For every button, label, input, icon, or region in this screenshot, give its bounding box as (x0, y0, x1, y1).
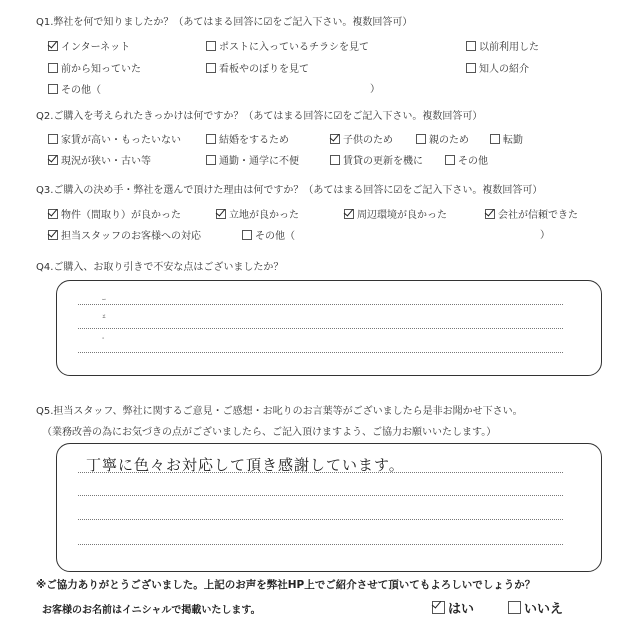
checkbox[interactable] (48, 230, 58, 240)
q2-option-renewal[interactable]: 賃貸の更新を機に (330, 155, 423, 168)
q1-option-signboard[interactable]: 看板やのぼりを見て (206, 63, 309, 76)
q1-option-used-before[interactable]: 以前利用した (466, 41, 539, 54)
q4-mark: ｪ (102, 311, 106, 320)
answer-line (78, 519, 563, 520)
q3-option-other[interactable]: その他（ (242, 230, 295, 243)
answer-line (78, 544, 563, 545)
q2-option-transfer[interactable]: 転勤 (490, 134, 523, 147)
checkbox[interactable] (206, 134, 216, 144)
footer-initial-note: お客様のお名前はイニシャルで掲載いたします。 (42, 605, 261, 616)
q2-option-children[interactable]: 子供のため (330, 134, 393, 147)
checkbox[interactable] (344, 209, 354, 219)
q2-question: Q2.ご購入を考えられたきっかけは何ですか？（あてはまる回答に☑をご記入下さい。複数回答可） (36, 111, 483, 122)
q2-option-rent[interactable]: 家賃が高い・もったいない (48, 134, 181, 147)
checkbox[interactable] (206, 41, 216, 51)
footer-thanks: ※ご協力ありがとうございました。上記のお声を弊社HP上でご紹介させて頂いてもよろしいでしょうか？ (36, 579, 536, 591)
answer-line (78, 352, 563, 353)
q5-question: Q5.担当スタッフ、弊社に関するご意見・ご感想・お叱りのお言葉等がございましたら是非お聞かせ下さい。 (36, 406, 523, 417)
q1-other-close: ） (370, 84, 380, 95)
q3-option-property[interactable]: 物件（間取り）が良かった (48, 209, 181, 222)
checkbox[interactable] (445, 155, 455, 165)
checkbox[interactable] (242, 230, 252, 240)
checkbox[interactable] (206, 63, 216, 73)
checkbox[interactable] (490, 134, 500, 144)
q1-option-internet[interactable]: インターネット (48, 41, 130, 54)
checkbox[interactable] (216, 209, 226, 219)
checkbox[interactable] (466, 63, 476, 73)
checkbox[interactable] (48, 84, 58, 94)
q1-option-other[interactable]: その他（ (48, 84, 101, 97)
consent-no[interactable]: いいえ (508, 601, 563, 618)
q5-subtext: （業務改善の為にお気づきの点がございましたら、ご記入頂けますよう、ご協力お願いいたします。） (42, 427, 497, 438)
checkbox[interactable] (432, 601, 445, 614)
checkbox[interactable] (330, 134, 340, 144)
q2-option-marriage[interactable]: 結婚をするため (206, 134, 289, 147)
q3-other-close: ） (540, 230, 550, 241)
answer-line (78, 328, 563, 329)
checkbox[interactable] (485, 209, 495, 219)
answer-line (78, 304, 563, 305)
checkbox[interactable] (466, 41, 476, 51)
checkbox[interactable] (206, 155, 216, 165)
answer-line (78, 495, 563, 496)
q3-question: Q3.ご購入の決め手・弊社を選んで頂けた理由は何ですか？（あてはまる回答に☑をご記入下さい。複数回答可） (36, 185, 543, 196)
q1-option-referral[interactable]: 知人の紹介 (466, 63, 529, 76)
answer-line (78, 472, 563, 473)
q1-question: Q1.弊社を何で知りましたか？（あてはまる回答に☑をご記入下さい。複数回答可） (36, 17, 413, 28)
q1-option-known[interactable]: 前から知っていた (48, 63, 141, 76)
checkbox[interactable] (48, 134, 58, 144)
q2-option-small-old[interactable]: 現況が狭い・古い等 (48, 155, 151, 168)
q3-option-trust[interactable]: 会社が信頼できた (485, 209, 578, 222)
q4-question: Q4.ご購入、お取り引きで不安な点はございましたか？ (36, 262, 284, 273)
checkbox[interactable] (48, 63, 58, 73)
q1-option-flyer[interactable]: ポストに入っているチラシを見て (206, 41, 369, 54)
q3-option-location[interactable]: 立地が良かった (216, 209, 299, 222)
q2-option-commute[interactable]: 通勤・通学に不便 (206, 155, 299, 168)
checkbox[interactable] (508, 601, 521, 614)
q3-option-staff[interactable]: 担当スタッフのお客様への対応 (48, 230, 201, 243)
q4-mark: ｰ (102, 295, 106, 304)
checkbox[interactable] (48, 155, 58, 165)
checkbox[interactable] (48, 41, 58, 51)
consent-yes[interactable]: はい (432, 601, 474, 618)
q2-option-parents[interactable]: 親のため (416, 134, 469, 147)
q5-handwritten-answer: 丁寧に色々お対応して頂き感謝しています。 (86, 456, 405, 474)
q2-option-other[interactable]: その他 (445, 155, 488, 168)
q3-option-environment[interactable]: 周辺環境が良かった (344, 209, 447, 222)
checkbox[interactable] (416, 134, 426, 144)
checkbox[interactable] (330, 155, 340, 165)
checkbox[interactable] (48, 209, 58, 219)
q4-mark: ﾟ (102, 337, 106, 346)
